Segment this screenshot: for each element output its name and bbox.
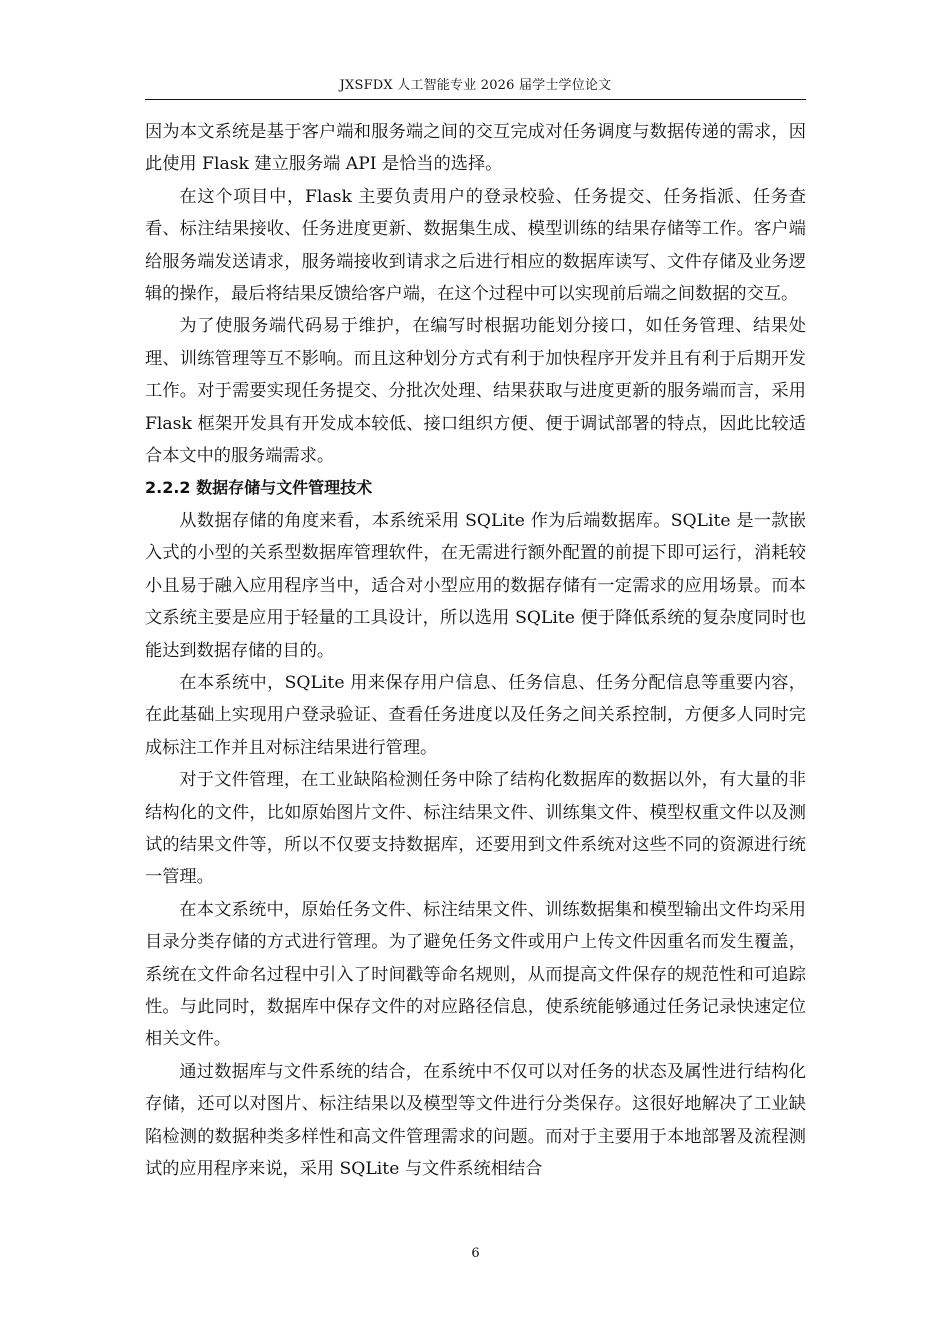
- paragraph-7: 在本文系统中，原始任务文件、标注结果文件、训练数据集和模型输出文件均采用目录分类存储的方式进行管理。为了避免任务文件或用户上传文件因重名而发生覆盖，系统在文件命名过程中引入了时间戳等命名规则，从而提高文件保存的规范性和可追踪性。与此同时，数据库中保存文件的对应路径信息，使系统能够通过任务记录快速定位相关文件。: [145, 899, 806, 1050]
- section-heading: 2.2.2 数据存储与文件管理技术: [145, 478, 373, 498]
- header-rule: [145, 99, 806, 100]
- paragraph-3: 为了使服务端代码易于维护，在编写时根据功能划分接口，如任务管理、结果处理、训练管理等互不影响。而且这种划分方式有利于加快程序开发并且有利于后期开发工作。对于需要实现任务提交、分批次处理、结果获取与进度更新的服务端而言，采用 Flask 框架开发具有开发成本较低、接口组织方便、便于调试部署的特点，因此比较适合本文中的服务端需求。: [145, 316, 806, 467]
- paragraph-6: 对于文件管理，在工业缺陷检测任务中除了结构化数据库的数据以外，有大量的非结构化的文件，比如原始图片文件、标注结果文件、训练集文件、模型权重文件以及测试的结果文件等，所以不仅要支持数据库，还要用到文件系统对这些不同的资源进行统一管理。: [145, 770, 806, 888]
- paragraph-2: 在这个项目中，Flask 主要负责用户的登录校验、任务提交、任务指派、任务查看、标注结果接收、任务进度更新、数据集生成、模型训练的结果存储等工作。客户端给服务端发送请求，服务端接收到请求之后进行相应的数据库读写、文件存储及业务逻辑的操作，最后将结果反馈给客户端，在这个过程中可以实现前后端之间数据的交互。: [145, 186, 806, 305]
- page-number: 6: [471, 1246, 480, 1261]
- paragraph-5: 在本系统中，SQLite 用来保存用户信息、任务信息、任务分配信息等重要内容，在此基础上实现用户登录验证、查看任务进度以及任务之间关系控制，方便多人同时完成标注工作并且对标注结果进行管理。: [145, 672, 806, 758]
- body-text: [145, 116, 806, 1185]
- paragraph-1: 因为本文系统是基于客户端和服务端之间的交互完成对任务调度与数据传递的需求，因此使用 Flask 建立服务端 API 是恰当的选择。: [145, 122, 806, 175]
- paragraph-8: 通过数据库与文件系统的结合，在系统中不仅可以对任务的状态及属性进行结构化存储，还可以对图片、标注结果以及模型等文件进行分类保存。这很好地解决了工业缺陷检测的数据种类多样性和高文件管理需求的问题。而对于主要用于本地部署及流程测试的应用程序来说，采用 SQLite 与文件系统相结合: [145, 1061, 806, 1179]
- paragraph-4: 从数据存储的角度来看，本系统采用 SQLite 作为后端数据库。SQLite 是一款嵌入式的小型的关系型数据库管理软件，在无需进行额外配置的前提下即可运行，消耗较小且易于融入应用程序当中，适合对小型应用的数据存储有一定需求的应用场景。而本文系统主要是应用于轻量的工具设计，所以选用 SQLite 便于降低系统的复杂度同时也能达到数据存储的目的。: [145, 510, 806, 661]
- running-header: JXSFDX 人工智能专业 2026 届学士学位论文: [339, 78, 612, 93]
